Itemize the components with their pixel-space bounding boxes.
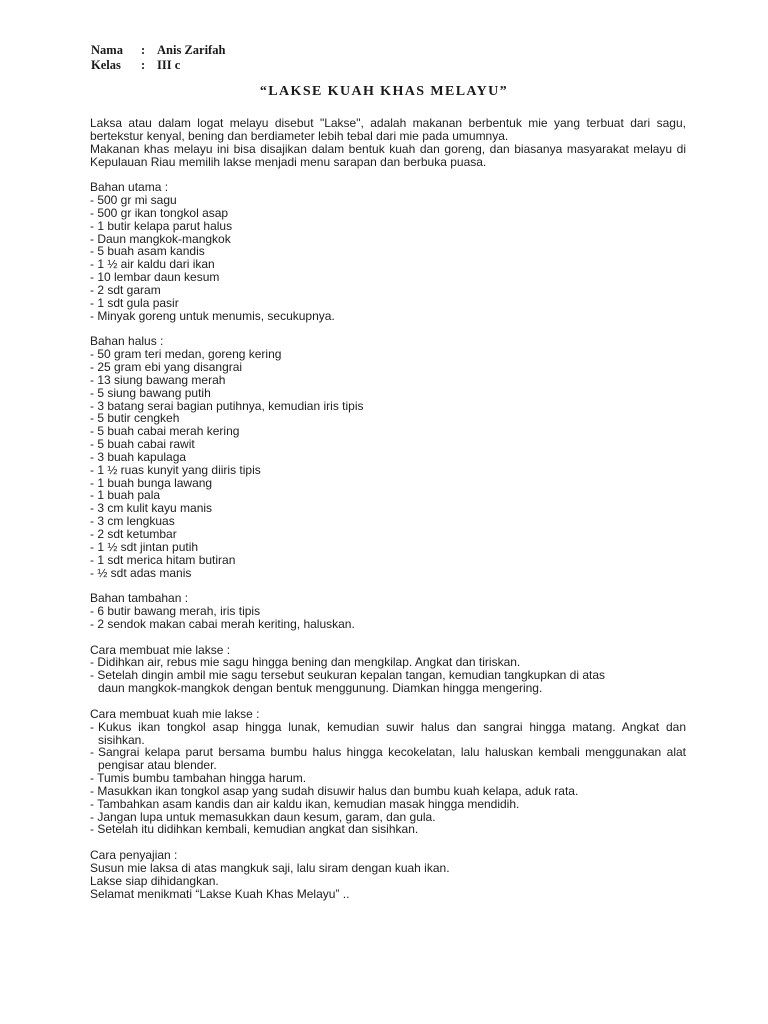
list-item: - 5 buah asam kandis xyxy=(90,244,205,259)
student-info xyxy=(91,43,225,73)
list-item: - 1 sdt gula pasir xyxy=(90,295,179,310)
cara-kuah-heading: Cara membuat kuah mie lakse : xyxy=(90,706,260,721)
bahan-utama-section xyxy=(90,181,686,322)
bahan-tambahan-section xyxy=(90,592,686,631)
list-item: - 5 buah cabai merah kering xyxy=(90,424,240,439)
class-value: III c xyxy=(157,58,181,72)
list-item: - Jangan lupa untuk memasukkan daun kesum, garam, dan gula. xyxy=(90,809,436,824)
spacer xyxy=(90,695,686,708)
list-item: - Daun mangkok-mangkok xyxy=(90,231,231,246)
name-label: Nama xyxy=(91,43,123,57)
bahan-tambahan-heading: Bahan tambahan : xyxy=(90,591,189,606)
spacer xyxy=(90,836,686,849)
list-item: - 5 siung bawang putih xyxy=(90,385,211,400)
document-body xyxy=(90,117,686,900)
list-item: - 1 ½ ruas kunyit yang diiris tipis xyxy=(90,462,261,477)
list-item: - 500 gr ikan tongkol asap xyxy=(90,205,229,220)
list-item: - 3 batang serai bagian putihnya, kemudian iris tipis xyxy=(90,398,364,413)
bahan-halus-heading: Bahan halus : xyxy=(90,334,164,349)
document-title: “LAKSE KUAH KHAS MELAYU” xyxy=(259,84,509,99)
list-item: - 500 gr mi sagu xyxy=(90,193,177,208)
list-dash: - xyxy=(90,719,94,734)
list-item: - Tambahkan asam kandis dan air kaldu ikan, kemudian masak hingga mendidih. xyxy=(90,796,520,811)
list-item-continuation: daun mangkok-mangkok dengan bentuk menggunung. Diamkan hingga mengering. xyxy=(98,681,543,696)
spacer xyxy=(90,323,686,336)
list-item: - 6 butir bawang merah, iris tipis xyxy=(90,604,261,619)
list-item: - 3 buah kapulaga xyxy=(90,449,187,464)
cara-mie-section xyxy=(90,644,686,695)
penyajian-heading: Cara penyajian : xyxy=(90,848,178,863)
list-item-text: Sangrai kelapa parut bersama bumbu halus hingga kecokelatan, lalu haluskan kembali menggunakan alat pengisar atau blender. xyxy=(98,745,686,773)
penyajian-section xyxy=(90,849,686,900)
penyajian-line: Susun mie laksa di atas mangkuk saji, lalu siram dengan kuah ikan. xyxy=(90,860,450,875)
list-item: - 1 ½ air kaldu dari ikan xyxy=(90,257,215,272)
list-item: - 10 lembar daun kesum xyxy=(90,270,220,285)
list-item: - 5 buah cabai rawit xyxy=(90,437,195,452)
list-item: - Tumis bumbu tambahan hingga harum. xyxy=(90,771,307,786)
list-dash: - xyxy=(90,745,94,760)
cara-kuah-section xyxy=(90,708,686,836)
list-item: - 1 butir kelapa parut halus xyxy=(90,218,233,233)
list-item: - 5 butir cengkeh xyxy=(90,411,180,426)
name-value: Anis Zarifah xyxy=(157,43,226,57)
cara-mie-heading: Cara membuat mie lakse : xyxy=(90,642,231,657)
list-item: - Masukkan ikan tongkol asap yang sudah disuwir halus dan bumbu kuah kelapa, aduk rata. xyxy=(90,783,579,798)
spacer xyxy=(90,168,686,181)
class-row xyxy=(91,58,225,73)
list-item: - Setelah itu didihkan kembali, kemudian angkat dan sisihkan. xyxy=(90,822,419,837)
list-item xyxy=(90,746,686,772)
name-row xyxy=(91,43,225,58)
intro-paragraph-2: Makanan khas melayu ini bisa disajikan dalam bentuk kuah dan goreng, dan biasanya masyarakat melayu di Kepulauan Riau memilih lakse menjadi menu sarapan dan berbuka puasa. xyxy=(90,141,686,169)
list-item: - 3 cm lengkuas xyxy=(90,514,175,529)
list-item: - Minyak goreng untuk menumis, secukupnya. xyxy=(90,308,335,323)
penyajian-line: Lakse siap dihidangkan. xyxy=(90,873,219,888)
list-item: - 1 sdt merica hitam butiran xyxy=(90,552,236,567)
list-item: - 50 gram teri medan, goreng kering xyxy=(90,347,282,362)
penyajian-line: Selamat menikmati “Lakse Kuah Khas Melayu” .. xyxy=(90,886,350,901)
list-item: - Didihkan air, rebus mie sagu hingga bening dan mengkilap. Angkat dan tiriskan. xyxy=(90,655,521,670)
class-label: Kelas xyxy=(91,58,121,72)
list-item: - Setelah dingin ambil mie sagu tersebut seukuran kepalan tangan, kemudian tangkupkan di atas xyxy=(90,668,605,683)
list-item-text: Kukus ikan tongkol asap hingga lunak, kemudian suwir halus dan sangrai hingga matang. Angkat dan sisihkan. xyxy=(98,719,686,747)
bahan-halus-section xyxy=(90,335,686,579)
list-item: - 1 ½ sdt jintan putih xyxy=(90,539,199,554)
list-item: - ½ sdt adas manis xyxy=(90,565,192,580)
list-item: - 1 buah bunga lawang xyxy=(90,475,213,490)
list-item: - 2 sdt ketumbar xyxy=(90,527,177,541)
intro-paragraph-1: Laksa atau dalam logat melayu disebut "Lakse", adalah makanan berbentuk mie yang terbuat dari sagu, bertekstur kenyal, bening dan berdiameter lebih tebal dari mie pada umumnya. xyxy=(90,116,686,143)
name-separator: : xyxy=(141,43,146,57)
bahan-utama-heading: Bahan utama : xyxy=(90,180,169,195)
spacer xyxy=(90,631,686,644)
list-item: - 2 sendok makan cabai merah keriting, haluskan. xyxy=(90,616,355,631)
list-item: - 3 cm kulit kayu manis xyxy=(90,501,213,516)
list-item: - 1 buah pala xyxy=(90,488,161,503)
list-item xyxy=(90,721,686,747)
list-item: - 25 gram ebi yang disangrai xyxy=(90,360,243,375)
class-separator: : xyxy=(141,58,146,72)
list-item: - 2 sdt garam xyxy=(90,282,161,297)
list-item: - 13 siung bawang merah xyxy=(90,372,226,387)
